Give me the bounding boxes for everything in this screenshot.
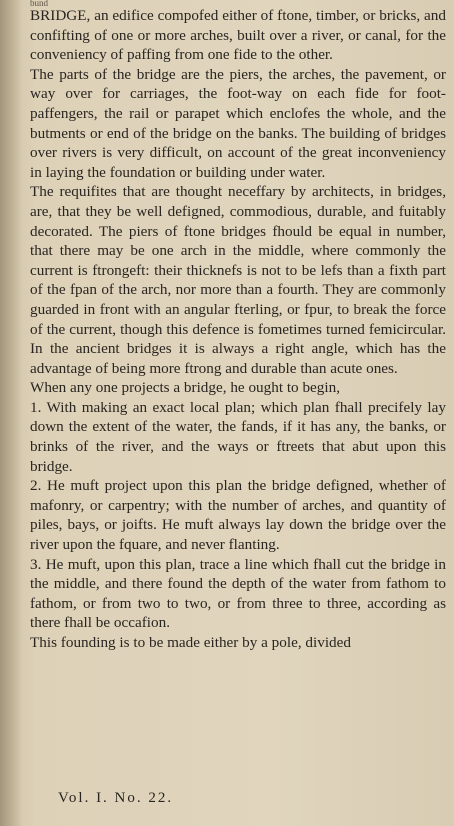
paragraph-step-3: 3. He muft, upon this plan, trace a line which fhall cut the bridge in the middle, and there found the depth of the water from fathom to fathom, or from two to two, or from three to three, according as there fhall be occafion. [30, 555, 446, 632]
volume-footer: Vol. I. No. 22. [58, 790, 174, 806]
article-text [30, 6, 446, 653]
paragraph-bridge-definition: BRIDGE, an edifice compofed either of ftone, timber, or bricks, and confifting of one or more arches, built over a river, or canal, for the conveniency of paffing from one fide to the other. [30, 7, 446, 64]
paragraph-sounding: This founding is to be made either by a pole, divided [30, 634, 351, 651]
paragraph-requisites: The requifites that are thought neceffary by architects, in bridges, are, that they be well defigned, commodious, durable, and fuitably decorated. The piers of ftone bridges fhould be equal in number, that there may be one arch in the middle, where commonly the current is ftrongeft: their thicknefs is not to be lefs than a fixth part of the fpan of the arch, nor more than a fourth. They are commonly guarded in front with an angular fterling, or fpur, to break the force of the current, though this defence is fometimes turned femicircular. In the ancient bridges it is always a right angle, which has the advantage of being more ftrong and durable than acute ones. [30, 183, 446, 377]
paragraph-bridge-parts: The parts of the bridge are the piers, the arches, the pavement, or way over for carriages, the foot-way on each fide for foot-paffengers, the rail or parapet which enclofes the whole, and the butments or end of the bridge on the banks. The building of bridges over rivers is very difficult, on account of the great inconveniency in laying the foundation or building under water. [30, 65, 446, 181]
paragraph-project-intro: When any one projects a bridge, he ought to begin, [30, 379, 340, 397]
paragraph-step-2: 2. He muft project upon this plan the bridge defigned, whether of mafonry, or carpentry; with the number of arches, and quantity of piles, bays, or joifts. He muft always lay down the bridge over the river upon the fquare, and never flanting. [30, 477, 446, 554]
cut-off-top-text: bund [30, 0, 48, 8]
paragraph-step-1: 1. With making an exact local plan; which plan fhall precifely lay down the extent of the water, the fands, if it has any, the banks, or brinks of the river, and the ways or ftreets that abut upon this bridge. [30, 398, 446, 475]
